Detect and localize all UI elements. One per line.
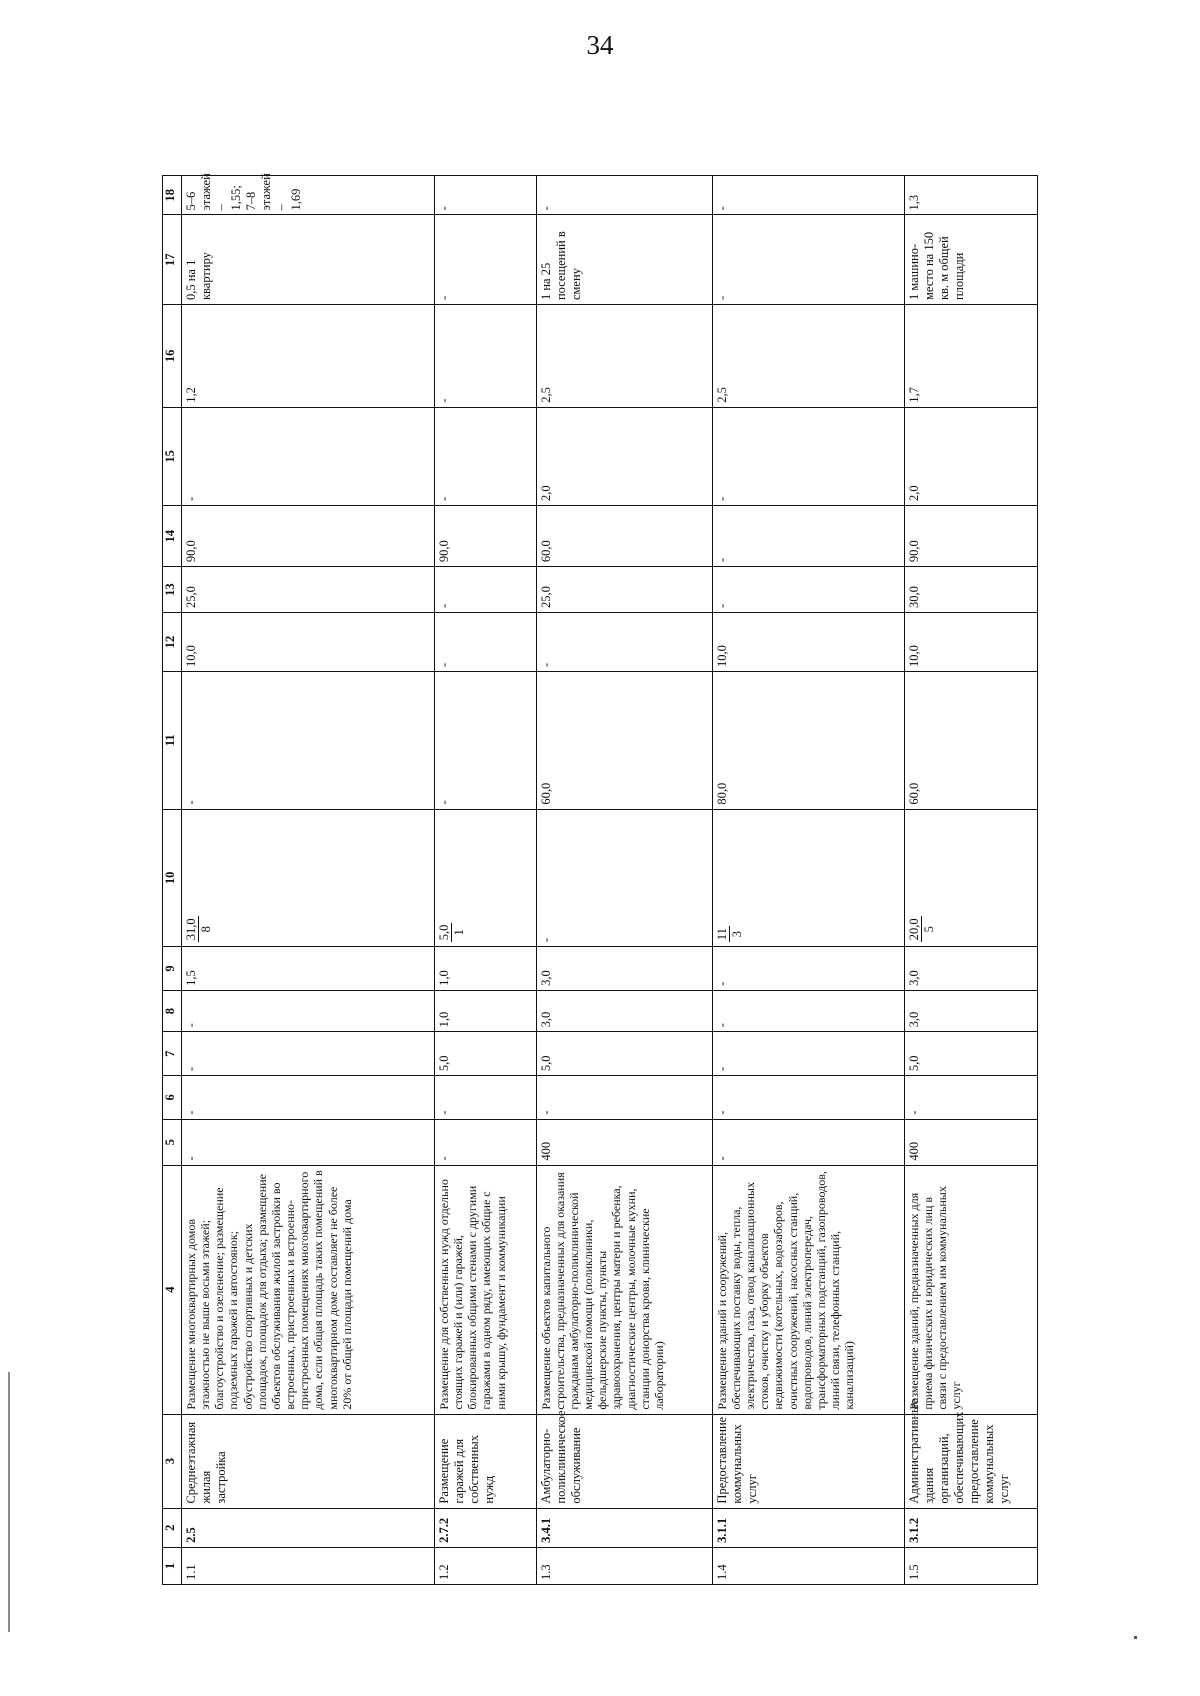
cell-value: - — [712, 567, 904, 613]
column-number-header — [163, 176, 182, 1585]
table-row — [434, 176, 536, 1585]
row-number: 1.2 — [434, 1547, 536, 1584]
use-name: Размещение гаражей для собственных нужд — [434, 1414, 536, 1508]
cell-value: - — [712, 176, 904, 215]
cell-value: 10,0 — [904, 613, 1037, 672]
cell-value: - — [434, 215, 536, 305]
cell-value: - — [904, 1076, 1037, 1120]
cell-value: 1,0 — [434, 947, 536, 991]
cell-value: 1,2 — [182, 305, 435, 408]
cell-value: 25,0 — [536, 567, 712, 613]
use-code: 3.1.1 — [712, 1508, 904, 1547]
col-num: 4 — [163, 1165, 182, 1414]
cell-value: 3,0 — [536, 990, 712, 1032]
cell-value: - — [712, 215, 904, 305]
col-num: 6 — [163, 1076, 182, 1120]
use-description: Размещение для собственных нужд отдельно стоящих гаражей и (или) гаражей, блокированных общими стенами с другими гаражами в одном ряду, имеющих общие с ними крышу, фундамент и коммуникации — [434, 1165, 536, 1414]
col-num: 13 — [163, 567, 182, 613]
rotated-table-container — [162, 175, 1038, 1585]
cell-value: 60,0 — [904, 671, 1037, 809]
cell-value: 2,0 — [904, 407, 1037, 505]
row-number: 1.1 — [182, 1547, 435, 1584]
cell-value: - — [712, 1032, 904, 1076]
cell-fraction — [182, 809, 435, 947]
page-number: 34 — [586, 30, 614, 60]
col-num: 3 — [163, 1414, 182, 1508]
use-name: Предоставление коммунальных услуг — [712, 1414, 904, 1508]
cell-fraction — [904, 809, 1037, 947]
col-num: 1 — [163, 1547, 182, 1584]
row-number: 1.4 — [712, 1547, 904, 1584]
cell-value: - — [434, 305, 536, 408]
cell-value: - — [536, 176, 712, 215]
col-num: 7 — [163, 1032, 182, 1076]
col-num: 10 — [163, 809, 182, 947]
cell-value: - — [712, 505, 904, 566]
cell-value: 3,0 — [904, 947, 1037, 991]
cell-value: 5,0 — [904, 1032, 1037, 1076]
fraction-numerator: 11 — [714, 928, 729, 941]
cell-value: - — [182, 1032, 435, 1076]
table-row — [712, 176, 904, 1585]
col-num: 18 — [163, 176, 182, 215]
cell-value: 80,0 — [712, 671, 904, 809]
cell-value: 1 на 25 посещений в смену — [536, 215, 712, 305]
cell-value: 400 — [536, 1119, 712, 1165]
cell-value: - — [434, 567, 536, 613]
cell-value: - — [536, 613, 712, 672]
cell-value: 5,0 — [536, 1032, 712, 1076]
cell-value: 0,5 на 1 квартиру — [182, 215, 435, 305]
use-name: Амбулаторно-поликлиническое обслуживание — [536, 1414, 712, 1508]
col-num: 5 — [163, 1119, 182, 1165]
row-number: 1.5 — [904, 1547, 1037, 1584]
cell-value: - — [434, 671, 536, 809]
col-num: 9 — [163, 947, 182, 991]
scan-speck — [1134, 1636, 1137, 1639]
table-row — [904, 176, 1037, 1585]
fraction-denominator: 1 — [452, 929, 467, 936]
cell-value: - — [182, 990, 435, 1032]
cell-value: 60,0 — [536, 671, 712, 809]
fraction-denominator: 5 — [922, 926, 937, 933]
fraction-denominator: 8 — [199, 926, 214, 933]
use-description: Размещение зданий, предназначенных для приема физических и юридических лиц в связи с предоставлением им коммунальных услуг — [904, 1165, 1037, 1414]
cell-value: 90,0 — [434, 505, 536, 566]
cell-value: - — [182, 1119, 435, 1165]
cell-value: - — [536, 809, 712, 947]
cell-value: 3,0 — [904, 990, 1037, 1032]
cell-value: 2,5 — [536, 305, 712, 408]
cell-value: 3,0 — [536, 947, 712, 991]
cell-value: - — [434, 1076, 536, 1120]
cell-value: - — [712, 407, 904, 505]
col-num: 12 — [163, 613, 182, 672]
cell-value: - — [182, 407, 435, 505]
use-name: Административные здания организаций, обеспечивающих предоставление коммунальных услуг — [904, 1414, 1037, 1508]
cell-value: 90,0 — [182, 505, 435, 566]
use-description: Размещение объектов капитального строительства, предназначенных для оказания гражданам амбулаторно-поликлинической медицинской помощи (поликлиники, фельдшерские пункты, пункты здравоохранения, центры матери и ребенка, диагностические центры, молочные кухни, станции донорства крови, клинические лаборатории) — [536, 1165, 712, 1414]
cell-value: - — [434, 613, 536, 672]
cell-value: 5–6 этажей – 1,55; 7–8 этажей – 1,69 — [182, 176, 435, 215]
table-row — [182, 176, 435, 1585]
col-num: 14 — [163, 505, 182, 566]
cell-value: 1,7 — [904, 305, 1037, 408]
cell-value: 10,0 — [182, 613, 435, 672]
cell-value: - — [182, 1076, 435, 1120]
fraction-numerator: 5,0 — [436, 924, 451, 941]
cell-value: 30,0 — [904, 567, 1037, 613]
cell-value: 2,0 — [536, 407, 712, 505]
fraction-numerator: 31,0 — [184, 918, 198, 941]
cell-value: 5,0 — [434, 1032, 536, 1076]
fraction-numerator: 20,0 — [906, 918, 921, 941]
cell-value: 400 — [904, 1119, 1037, 1165]
cell-value: - — [712, 1119, 904, 1165]
use-description: Размещение многоквартирных домов этажностью не выше восьми этажей; благоустройство и озеленение; размещение подземных гаражей и автостоянок; обустройство спортивных и детских площадок, площадок для отдыха; размещение объектов обслуживания жилой застройки во встроенных, пристроенных и встроенно-пристроенных помещениях многоквартирного дома, если общая площадь таких помещений в многоквартирном доме составляет не более 20% от общей площади помещений дома — [182, 1165, 435, 1414]
scan-margin-line — [8, 1372, 10, 1632]
cell-value: - — [434, 407, 536, 505]
cell-value: 2,5 — [712, 305, 904, 408]
cell-value: 1,3 — [904, 176, 1037, 215]
col-num: 2 — [163, 1508, 182, 1547]
fraction-denominator: 3 — [730, 931, 745, 938]
cell-value: 1 машино-место на 150 кв. м общей площади — [904, 215, 1037, 305]
cell-value: - — [434, 1119, 536, 1165]
cell-value: - — [712, 1076, 904, 1120]
col-num: 16 — [163, 305, 182, 408]
cell-value: 25,0 — [182, 567, 435, 613]
table-row — [536, 176, 712, 1585]
cell-value: 10,0 — [712, 613, 904, 672]
cell-value: - — [712, 947, 904, 991]
col-num: 17 — [163, 215, 182, 305]
cell-fraction — [434, 809, 536, 947]
cell-value: 90,0 — [904, 505, 1037, 566]
use-code: 2.5 — [182, 1508, 435, 1547]
cell-value: 1,5 — [182, 947, 435, 991]
use-code: 3.4.1 — [536, 1508, 712, 1547]
cell-value: - — [182, 671, 435, 809]
cell-value: 60,0 — [536, 505, 712, 566]
use-description: Размещение зданий и сооружений, обеспечивающих поставку воды, тепла, электричества, газа, отвод канализационных стоков, очистку и уборку объектов недвижимости (котельных, водозаборов, очистных сооружений, насосных станций, водопроводов, линий электропередач, трансформаторных подстанций, газопроводов, линий связи, телефонных станций, канализаций) — [712, 1165, 904, 1414]
col-num: 15 — [163, 407, 182, 505]
row-number: 1.3 — [536, 1547, 712, 1584]
land-use-table — [162, 175, 1038, 1585]
use-code: 2.7.2 — [434, 1508, 536, 1547]
cell-value: - — [536, 1076, 712, 1120]
use-code: 3.1.2 — [904, 1508, 1037, 1547]
col-num: 11 — [163, 671, 182, 809]
cell-value: - — [712, 990, 904, 1032]
cell-value: 1,0 — [434, 990, 536, 1032]
col-num: 8 — [163, 990, 182, 1032]
cell-value: - — [434, 176, 536, 215]
cell-fraction — [712, 809, 904, 947]
use-name: Среднеэтажная жилая застройка — [182, 1414, 435, 1508]
